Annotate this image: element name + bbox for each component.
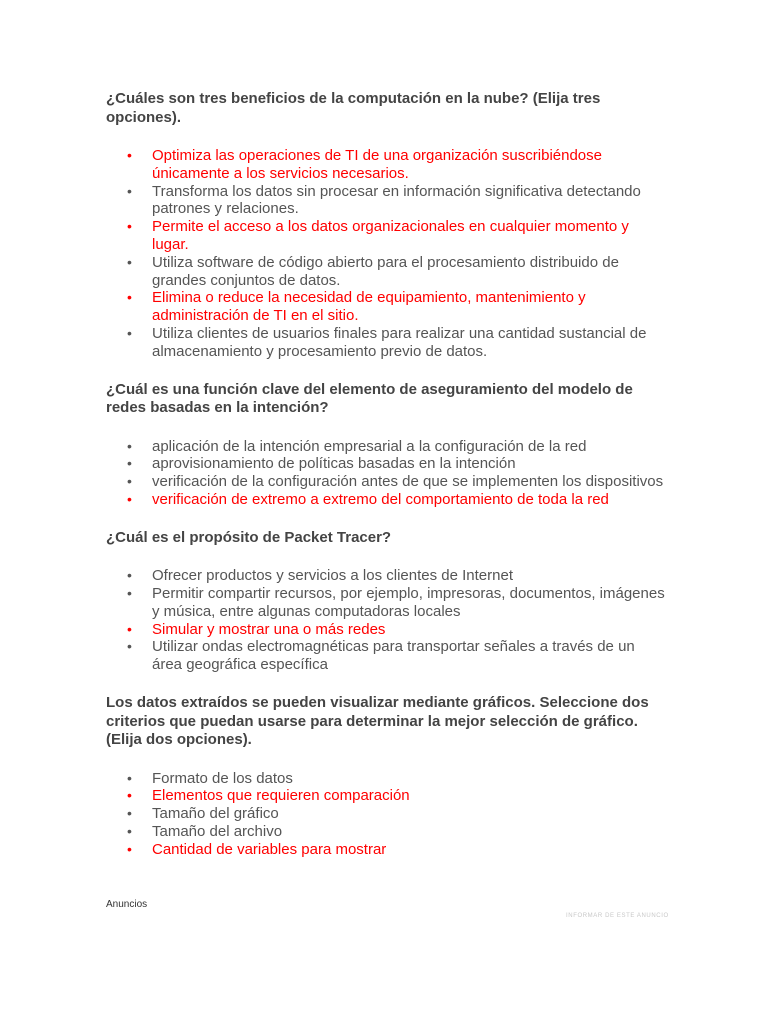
- quiz-content: [106, 90, 666, 859]
- option-4-2-correct: • Elementos que requieren comparación: [106, 787, 666, 805]
- option-2-3: • verificación de la configuración antes de que se implementen los dispositivos: [106, 473, 666, 491]
- option-4-3: • Tamaño del gráfico: [106, 805, 666, 823]
- option-1-3-correct: • Permite el acceso a los datos organizacionales en cualquier momento y lugar.: [106, 218, 666, 254]
- option-1-2: • Transforma los datos sin procesar en información significativa detectando patrones y relaciones.: [106, 183, 666, 219]
- option-3-1: • Ofrecer productos y servicios a los clientes de Internet: [106, 567, 666, 585]
- question-1-text: ¿Cuáles son tres beneficios de la computación en la nube? (Elija tres opciones).: [106, 90, 601, 126]
- option-1-1-correct: • Optimiza las operaciones de TI de una organización suscribiéndose únicamente a los servicios necesarios.: [106, 147, 666, 183]
- question-4-options: [106, 770, 666, 859]
- option-3-4: • Utilizar ondas electromagnéticas para transportar señales a través de un área geográfica específica: [106, 638, 666, 674]
- option-2-4-correct: • verificación de extremo a extremo del comportamiento de toda la red: [106, 491, 666, 509]
- question-1-options: [106, 147, 666, 361]
- question-3-options: [106, 567, 666, 674]
- option-3-2: • Permitir compartir recursos, por ejemplo, impresoras, documentos, imágenes y música, entre algunas computadoras locales: [106, 585, 666, 621]
- question-4-text: Los datos extraídos se pueden visualizar mediante gráficos. Seleccione dos criterios que puedan usarse para determinar la mejor selección de gráfico. (Elija dos opciones).: [106, 694, 649, 749]
- question-3-text: ¿Cuál es el propósito de Packet Tracer?: [106, 528, 392, 546]
- option-2-2: • aprovisionamiento de políticas basadas en la intención: [106, 455, 666, 473]
- option-1-4: • Utiliza software de código abierto para el procesamiento distribuido de grandes conjuntos de datos.: [106, 254, 666, 290]
- option-4-5-correct: • Cantidad de variables para mostrar: [106, 841, 666, 859]
- option-2-1: • aplicación de la intención empresarial a la configuración de la red: [106, 438, 666, 456]
- report-ad-link[interactable]: INFORMAR DE ESTE ANUNCIO: [566, 913, 669, 919]
- option-1-6: • Utiliza clientes de usuarios finales para realizar una cantidad sustancial de almacenamiento y procesamiento previo de datos.: [106, 325, 666, 361]
- question-2-text: ¿Cuál es una función clave del elemento de aseguramiento del modelo de redes basadas en la intención?: [106, 380, 633, 417]
- option-4-4: • Tamaño del archivo: [106, 823, 666, 841]
- question-2-options: [106, 438, 666, 509]
- ads-label: Anuncios: [106, 899, 148, 910]
- option-1-5-correct: • Elimina o reduce la necesidad de equipamiento, mantenimiento y administración de TI en el sitio.: [106, 289, 666, 325]
- option-4-1: • Formato de los datos: [106, 770, 666, 788]
- option-3-3-correct: • Simular y mostrar una o más redes: [106, 621, 666, 639]
